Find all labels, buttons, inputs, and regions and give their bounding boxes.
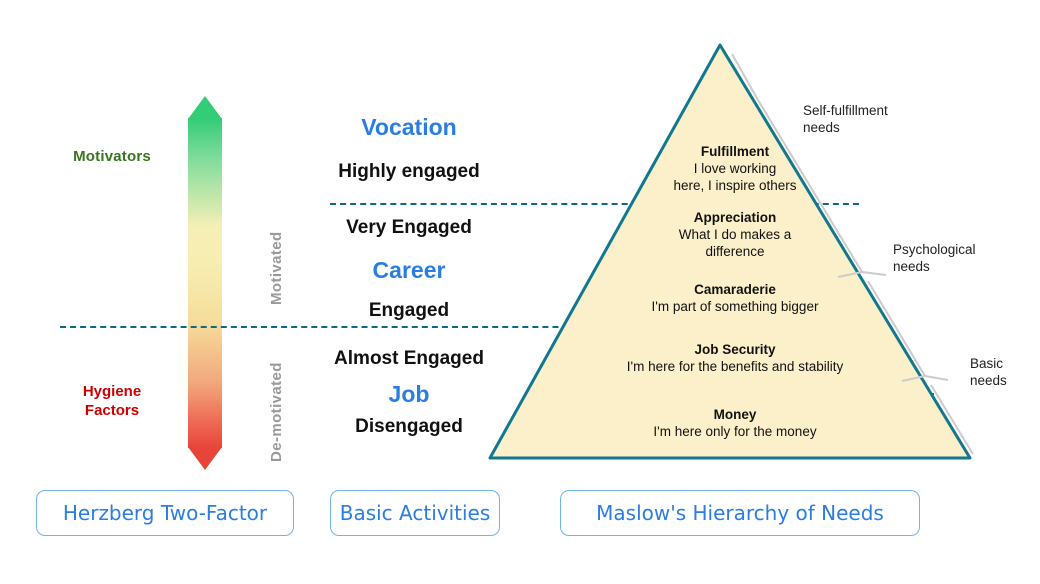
ladder-item-highly-engaged: Highly engaged bbox=[338, 161, 480, 182]
hygiene-factors-label bbox=[52, 382, 172, 420]
pyramid-level-fulfillment-sub1: I love working bbox=[693, 161, 777, 176]
ladder-item-almost-engaged: Almost Engaged bbox=[334, 348, 484, 369]
demotivated-axis-label: De-motivated bbox=[268, 362, 285, 462]
pyramid-level-money bbox=[555, 406, 915, 440]
pyramid-level-camaraderie-sub1: I'm part of something bigger bbox=[651, 299, 819, 314]
motivation-gradient-bar bbox=[188, 96, 222, 470]
pyramid-level-fulfillment-sub2: here, I inspire others bbox=[673, 178, 797, 193]
bracket-label-basic-line1: Basic bbox=[970, 356, 1004, 371]
caption-herzberg: Herzberg Two-Factor bbox=[36, 490, 294, 536]
pyramid-level-fulfillment-title: Fulfillment bbox=[700, 144, 770, 159]
pyramid-level-job-security-sub1: I'm here for the benefits and stability bbox=[626, 359, 844, 374]
pyramid-level-camaraderie bbox=[590, 281, 880, 315]
caption-basic-activities: Basic Activities bbox=[330, 490, 500, 536]
caption-maslow: Maslow's Hierarchy of Needs bbox=[560, 490, 920, 536]
bar-arrow-top-icon bbox=[188, 96, 222, 119]
hygiene-label-line1: Hygiene bbox=[82, 383, 142, 400]
pyramid-level-money-title: Money bbox=[713, 407, 757, 422]
bar-gradient-body bbox=[188, 118, 222, 448]
ladder-item-career: Career bbox=[372, 257, 446, 283]
pyramid-level-job-security bbox=[555, 341, 915, 375]
motivated-axis-label: Motivated bbox=[268, 231, 285, 305]
bracket-tick-2b bbox=[925, 376, 948, 380]
bracket-label-self-fulfillment-line2: needs bbox=[803, 120, 840, 135]
ladder-item-job: Job bbox=[388, 381, 430, 407]
ladder-item-disengaged: Disengaged bbox=[355, 416, 463, 437]
bracket-label-psychological-line2: needs bbox=[893, 259, 930, 274]
pyramid-level-appreciation-title: Appreciation bbox=[693, 210, 777, 225]
pyramid-level-appreciation-sub1: What I do makes a bbox=[678, 227, 792, 242]
bracket-label-self-fulfillment bbox=[803, 102, 888, 136]
pyramid-level-money-sub1: I'm here only for the money bbox=[653, 424, 817, 439]
bracket-label-self-fulfillment-line1: Self-fulfillment bbox=[803, 103, 888, 118]
pyramid-level-fulfillment bbox=[615, 143, 855, 194]
ladder-item-engaged: Engaged bbox=[368, 300, 450, 321]
motivators-label: Motivators bbox=[73, 148, 151, 165]
ladder-item-very-engaged: Very Engaged bbox=[346, 217, 472, 238]
pyramid-level-camaraderie-title: Camaraderie bbox=[694, 282, 776, 297]
pyramid-level-job-security-title: Job Security bbox=[694, 342, 776, 357]
bar-arrow-bottom-icon bbox=[188, 447, 222, 470]
bracket-label-psychological bbox=[893, 241, 976, 275]
bracket-label-basic-line2: needs bbox=[970, 373, 1007, 388]
pyramid-level-appreciation bbox=[615, 209, 855, 260]
ladder-item-vocation: Vocation bbox=[361, 114, 457, 140]
bracket-tick-1b bbox=[862, 272, 886, 275]
bracket-label-psychological-line1: Psychological bbox=[893, 242, 976, 257]
hygiene-label-line2: Factors bbox=[84, 402, 140, 419]
bracket-label-basic bbox=[970, 355, 1007, 389]
pyramid-level-appreciation-sub2: difference bbox=[705, 244, 765, 259]
